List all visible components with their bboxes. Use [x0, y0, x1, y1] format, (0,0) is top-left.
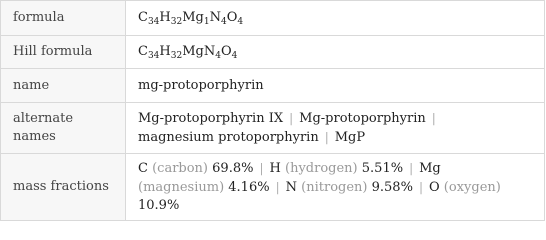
alternate-name: magnesium protoporphyrin	[138, 130, 319, 145]
mass-fraction-element: (oxygen)	[443, 180, 501, 195]
mass-fractions-label: mass fractions	[1, 154, 126, 221]
formula-row	[1, 1, 545, 36]
separator: |	[431, 111, 436, 125]
separator: |	[409, 161, 414, 175]
mass-fraction-symbol: N	[285, 180, 298, 195]
mass-fraction-symbol: H	[269, 161, 281, 176]
mass-fraction-value: 4.16%	[228, 180, 270, 195]
separator: |	[275, 180, 280, 194]
name-value: mg-protoporphyrin	[126, 69, 545, 103]
mass-fraction-element: (magnesium)	[138, 180, 225, 195]
mass-fractions-value	[126, 154, 545, 221]
name-label: name	[1, 69, 126, 103]
mass-fraction-element: (carbon)	[152, 161, 209, 176]
mass-fraction-element: (hydrogen)	[285, 161, 358, 176]
mass-fraction-element: (nitrogen)	[301, 180, 368, 195]
alternate-names-row	[1, 103, 545, 154]
mass-fraction-value: 9.58%	[371, 180, 413, 195]
mass-fractions-row	[1, 154, 545, 221]
formula-value: $C_{34}H_{32}Mg_1N_4O_4$	[126, 1, 545, 36]
mass-fraction-symbol: Mg	[419, 161, 441, 176]
alternate-names-value	[126, 103, 545, 154]
formula-label: formula	[1, 1, 126, 36]
alternate-name: MgP	[334, 130, 366, 145]
separator: |	[324, 130, 329, 144]
separator: |	[289, 111, 294, 125]
hill-formula-value: $C_{34}H_{32}MgN_4O_4$	[126, 36, 545, 69]
mass-fraction-symbol: C	[138, 161, 148, 176]
alternate-names-label: alternate names	[1, 103, 126, 154]
mass-fraction-symbol: O	[428, 180, 440, 195]
hill-formula-label: Hill formula	[1, 36, 126, 69]
mass-fraction-value: 69.8%	[212, 161, 254, 176]
hill-formula-row	[1, 36, 545, 69]
mass-fraction-value: 10.9%	[138, 198, 180, 213]
name-row	[1, 69, 545, 103]
mass-fraction-value: 5.51%	[361, 161, 404, 176]
alternate-name: Mg-protoporphyrin	[299, 111, 426, 126]
alternate-name: Mg-protoporphyrin IX	[138, 111, 284, 126]
separator: |	[259, 161, 264, 175]
separator: |	[418, 180, 423, 194]
